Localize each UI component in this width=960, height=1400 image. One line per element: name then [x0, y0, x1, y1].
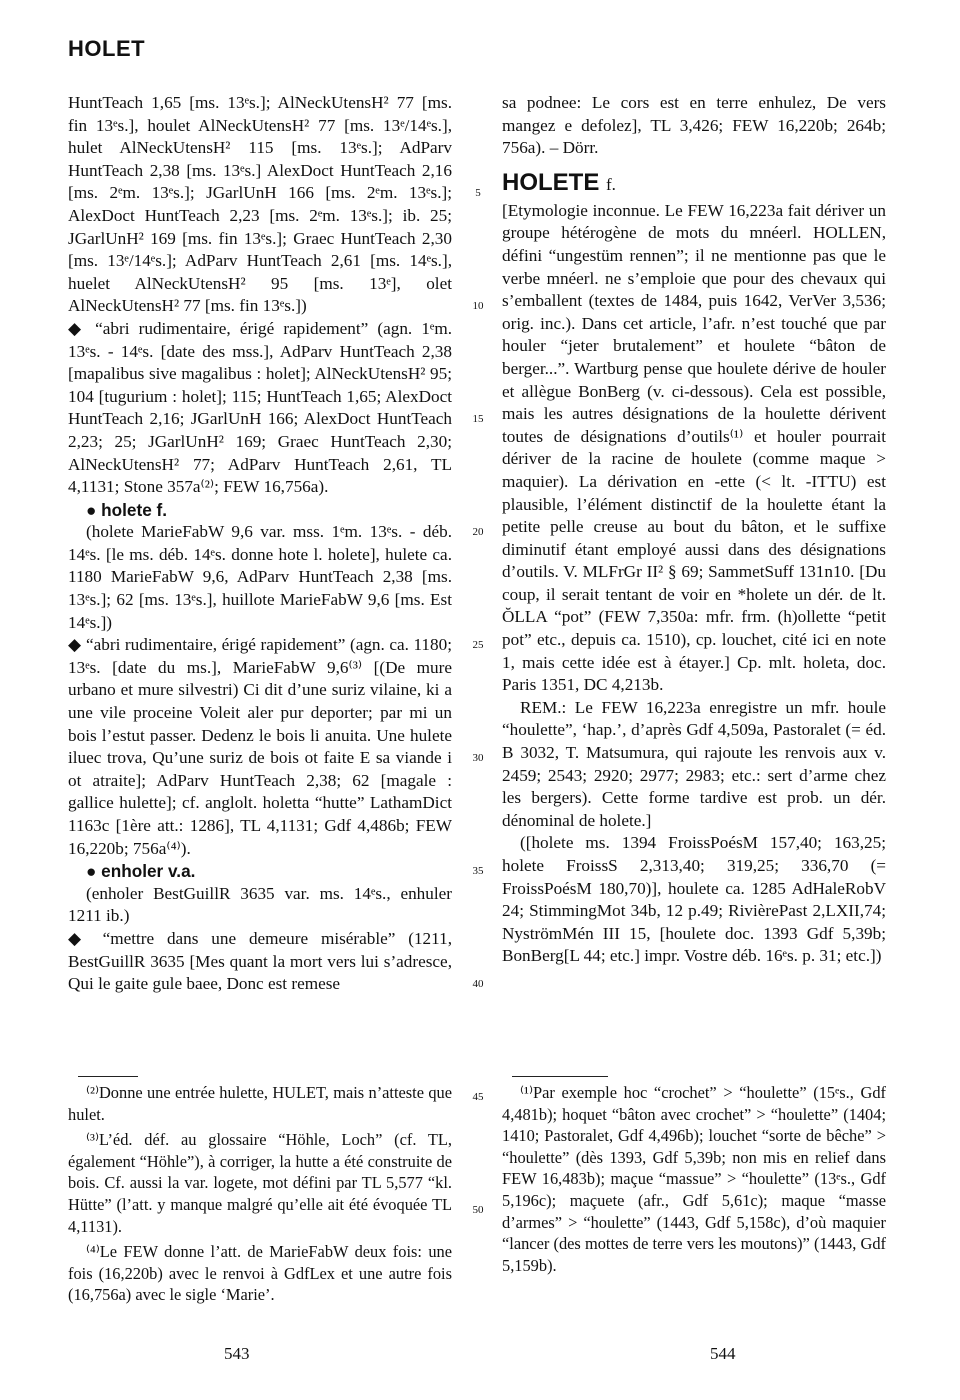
left-paragraph-6: ◆ “mettre dans une demeure misérable” (1211, BestGuillR 3635 [Mes quant la mort vers lui s’adresce, Qui le gaite gule baee, Donc est remese [68, 928, 452, 994]
subentry-enholer: ● enholer v.a. [86, 861, 196, 882]
left-paragraph-5: (enholer BestGuillR 3635 var. ms. 14ᵉs., enhuler 1211 ib.) [68, 883, 452, 926]
footnote-4: ⁽⁴⁾Le FEW donne l’att. de MarieFabW deux fois: une fois (16,220b) avec le renvoi à GdfLex et une autre fois (16,756a) avec le sigle ‘Marie’. [68, 1242, 452, 1305]
footnote-rule-left [78, 1076, 138, 1077]
line-number: 25 [472, 639, 484, 651]
line-number: 5 [475, 187, 481, 199]
line-number: 35 [472, 865, 484, 877]
line-number: 40 [472, 978, 484, 990]
line-number: 20 [472, 526, 484, 538]
headword-text: HOLETE [502, 168, 600, 196]
headword [502, 168, 886, 200]
footnote-1: ⁽¹⁾Par exemple hoc “crochet” > “houlette” (15ᵉs., Gdf 4,481b); hoquet “bâton avec crochet” > “houlette” (1404; 1410; Pastoralet, Gdf 4,496b); louchet “sorte de bêche” > “houlette” (dès 1393, Gdf 5,39b; non mis en relief dans FEW 16,483b); maçue “massue” > “houlette” (13ᵉs., Gdf 5,196c); maçuete (afr., Gdf 5,61c); maque “masse d’armes” > “houlette” (1443, Gdf 5,158c), d’où maquier “lancer (des mottes de terre vers les moutons)” (1443, Gdf 5,159b). [502, 1083, 886, 1275]
attestations-paragraph: ([holete ms. 1394 FroissPoésM 157,40; 163,25; holete FroissS 2,313,40; 319,25; 336,70 (= FroissPoésM 180,70)], houlete ca. 1285 AdHaleRobV 24; StimmingMot 34b, 12 p.49; RivièrePast 2,LXII,74; NyströmMén III 15, [houlete doc. 1393 Gdf 5,39b; BonBerg[L 44; etc.] impr. Vostre déb. 16ᵉs. p. 31; etc.]) [502, 833, 886, 966]
line-number: 30 [472, 752, 484, 764]
footnote-3: ⁽³⁾L’éd. déf. au glossaire “Höhle, Loch” (cf. TL, également “Höhle”), à corriger, la hutte a été construite de bois. Cf. aussi la var. logete, mot défini par TL 5,577 “kl. Hütte” (l’att. y manque malgré qu’elle ait été évoquée TL 4,1131). [68, 1130, 452, 1236]
left-paragraph-1: HuntTeach 1,65 [ms. 13ᵉs.]; AlNeckUtensH² 77 [ms. fin 13ᵉs.], houlet AlNeckUtensH² 77 [ms. 13ᵉ/14ᵉs.], hulet AlNeckUtensH² 115 [ms. 13ᵉs.]; AdParv HuntTeach 2,38 [ms. 13ᵉs.] AlexDoct HuntTeach 2,16 [ms. 2ᵉm. 13ᵉs.]; JGarlUnH 166 [ms. 2ᵉm. 13ᵉs.]; AlexDoct HuntTeach 2,23 [ms. 2ᵉm. 13ᵉs.]; ib. 25; JGarlUnH² 169 [ms. fin 13ᵉs.]; Graec HuntTeach 2,30 [ms. 13ᵉ/14ᵉs.]; AdParv HuntTeach 2,61 [ms. 14ᵉs.], huelet AlNeckUtensH² 95 [ms. 13ᵉ], olet AlNeckUtensH² 77 [ms. fin 13ᵉs.]) [68, 93, 452, 316]
subentry-holete: ● holete f. [86, 499, 168, 520]
left-paragraph-4: ◆ “abri rudimentaire, érigé rapidement” (agn. ca. 1180; 13ᵉs. [date du ms.], MarieFabW 9,6⁽³⁾ [(De mure urbano et mure silvestri) Ci dit d’une suriz vilaine, ki a une vile proceine Voleit aler pur deporter; par mi un bois l’estut passer. Dedenz le bois li anuita. Une hulete iluec trova, Qu’une suriz de bois ot faite E sa viande i ot atraite]; AdParv HuntTeach 2,38; 62 [magale : gallice hulette]; cf. anglolt. holetta “hutte” LathamDict 1163c [1ère att.: 1286], TL 4,1131; Gdf 4,486b; FEW 16,220b; 756a⁽⁴⁾). [68, 635, 452, 858]
left-column [68, 92, 452, 996]
running-head: HOLET [68, 36, 146, 61]
footnotes-left [68, 1082, 452, 1310]
remark-paragraph: REM.: Le FEW 16,223a enregistre un mfr. houle “houlette”, ‘hap.’, d’après Gdf 4,509a, Pastoralet (= éd. B 3032, T. Matsumura, qui rajoute les renvois aux v. 2459; 2543; 2920; 2977; 2983; etc.: sert d’arme chez les bergers). Cette forme tardive est prob. un dér. dénominal de holete.] [502, 697, 886, 830]
right-paragraph-1: sa podnee: Le cors est en terre enhulez, De vers mangez e defolez], TL 3,426; FEW 16,220b; 264b; 756a). – Dörr. [502, 93, 886, 158]
footnote-2: ⁽²⁾Donne une entrée hulette, HULET, mais n’atteste que hulet. [68, 1083, 452, 1124]
page-number-right: 544 [710, 1344, 736, 1363]
line-number: 10 [472, 300, 484, 312]
line-number: 50 [472, 1204, 484, 1216]
headword-pos: f. [606, 174, 616, 194]
footnotes-right [502, 1082, 886, 1280]
right-column [502, 92, 886, 968]
left-paragraph-2: ◆ “abri rudimentaire, érigé rapidement” (agn. 1ᵉm. 13ᵉs. - 14ᵉs. [date des mss.], AdParv HuntTeach 2,38 [mapalibus sive magalibus : holet]; AlNeckUtensH² 95; 104 [tugurium : holet]; 115; HuntTeach 1,65; AlexDoct HuntTeach 2,16; JGarlUnH 166; AlexDoct HuntTeach 2,23; 25; JGarlUnH² 169; Graec HuntTeach 2,30; AlNeckUtensH² 77; AdParv HuntTeach 2,61, TL 4,1131; Stone 357a⁽²⁾; FEW 16,756a). [68, 318, 452, 497]
footnote-rule-right [512, 1076, 608, 1077]
line-number: 45 [472, 1091, 484, 1103]
left-paragraph-3: (holete MarieFabW 9,6 var. mss. 1ᵉm. 13ᵉs. - déb. 14ᵉs. [le ms. déb. 14ᵉs. donne hote l. holete], hulete ca. 1180 MarieFabW 9,6, AdParv HuntTeach 2,38 [ms. 13ᵉs.]; 62 [ms. 13ᵉs.], huillote MarieFabW 9,6 [ms. Est 14ᵉs.]) [68, 522, 452, 632]
page-number-left: 543 [224, 1344, 250, 1363]
line-number: 15 [472, 413, 484, 425]
etymology-paragraph: [Etymologie inconnue. Le FEW 16,223a fait dériver un groupe hétérogène de mots du mnéerl. HOLLEN, défini “ungestüm rennen”; il ne mentionne pas que le verbe mnéerl. ne s’emploie que pour des chevaux qui s’emballent (textes de 1484, puis 1642, VerVer 3,536; orig. inc.). Dans cet article, l’afr. n’est touché que par houler “jeter brutalement” et houlete “bâton de berger...”. Wartburg pense que houlete dérive de houler et allègue BonBerg (v. ci-dessous). Cela est possible, mais les autres désignations de la houlette dérivent toutes de désignations d’outils⁽¹⁾ et houler pourrait dériver de la racine de houlete (comme maque > maquier). La dérivation en -ette (< lt. -ITTU) est plausible, l’élément distinctif de la houlette étant la petite pelle creuse au bout du bâton, et le suffixe diminutif étant employé aussi dans des désignations d’outils. V. MLFrGr II² § 69; SammetSuff 131n10. [Du coup, il serait tentant de voir en *holete un dér. de lt. ŎLLA “pot” (FEW 7,350a: mfr. frm. (h)ollette “petit pot” etc., depuis ca. 1510), cp. louchet, cité ici en note 1, mais cette idée est à étayer.] Cp. mlt. holeta, doc. Paris 1351, DC 4,213b. [502, 200, 886, 695]
